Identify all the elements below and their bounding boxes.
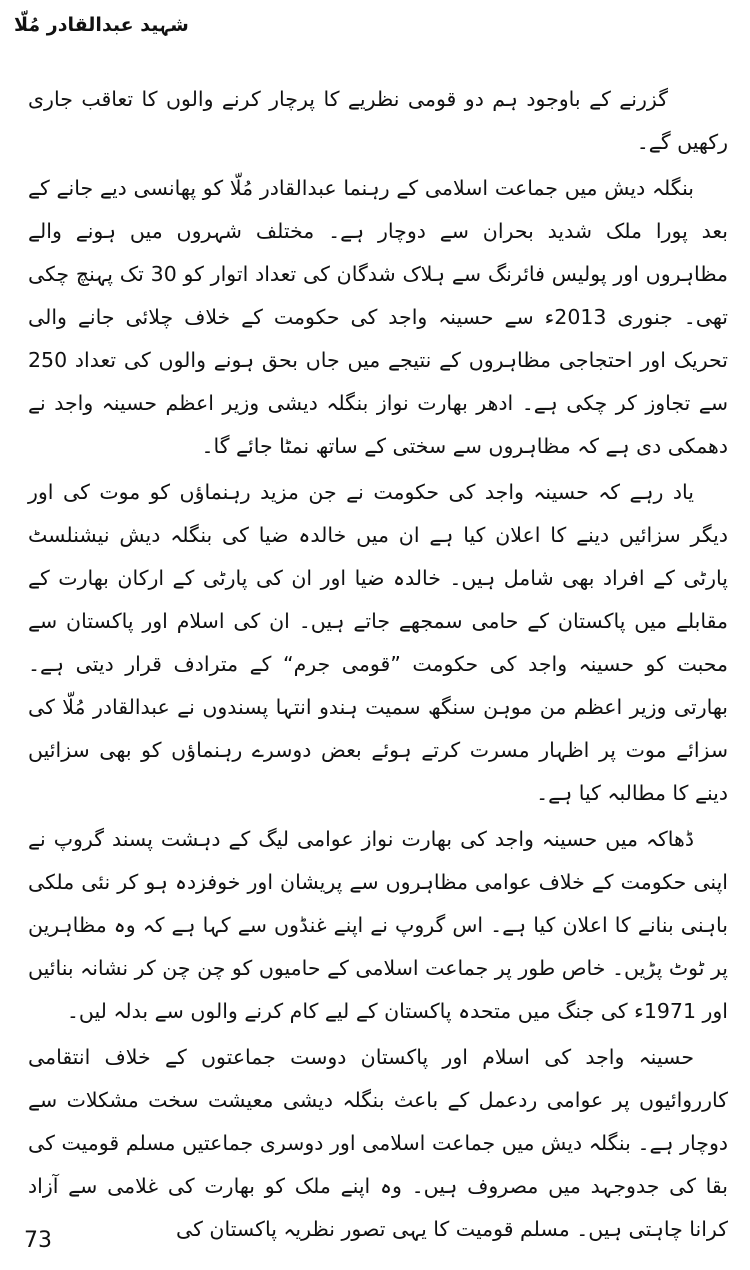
paragraph-5: حسینہ واجد کی اسلام اور پاکستان دوست جماعتوں کے خلاف انتقامی کارروائیوں پر عوامی ردعمل کے باعث بنگلہ دیشی معیشت سخت مشکلات سے دوچار ہے۔ بنگلہ دیش میں جماعت اسلامی اور دوسری جماعتیں مسلم قومیت کی بقا کی جدوجہد میں مصروف ہیں۔ وہ اپنے ملک کو بھارت کی غلامی سے آزاد کرانا چاہتی ہیں۔ مسلم قومیت کا یہی تصور نظریہ پاکستان کی	[28, 1045, 728, 1241]
running-title: شہید عبدالقادر مُلّا	[14, 14, 189, 36]
body-text	[28, 78, 728, 1254]
paragraph-3: یاد رہے کہ حسینہ واجد کی حکومت نے جن مزید رہنماؤں کو موت کی اور دیگر سزائیں دینے کا اعلان کیا ہے ان میں خالدہ ضیا کی بنگلہ دیش نیشنلسٹ پارٹی کے افراد بھی شامل ہیں۔ خالدہ ضیا اور ان کی پارٹی کے ارکان بھارت کے مقابلے میں پاکستان کے حامی سمجھے جاتے ہیں۔ ان کی اسلام اور پاکستان سے محبت کو حسینہ واجد کی حکومت ”قومی جرم“ کے مترادف قرار دیتی ہے۔ بھارتی وزیر اعظم من موہن سنگھ سمیت ہندو انتہا پسندوں نے عبدالقادر مُلّا کی سزائے موت پر اظہار مسرت کرتے ہوئے بعض دوسرے رہنماؤں کو بھی سزائیں دینے کا مطالبہ کیا ہے۔	[28, 480, 728, 805]
paragraph-1: گزرنے کے باوجود ہم دو قومی نظریے کا پرچار کرنے والوں کا تعاقب جاری رکھیں گے۔	[28, 87, 728, 154]
paragraph-2: بنگلہ دیش میں جماعت اسلامی کے رہنما عبدالقادر مُلّا کو پھانسی دیے جانے کے بعد پورا ملک شدید بحران سے دوچار ہے۔ مختلف شہروں میں ہونے والے مظاہروں اور پولیس فائرنگ سے ہلاک شدگان کی تعداد اتوار کو 30 تک پہنچ چکی تھی۔ جنوری 2013ء سے حسینہ واجد کی حکومت کے خلاف چلائی جانے والی تحریک اور احتجاجی مظاہروں کے نتیجے میں جاں بحق ہونے والوں کی تعداد 250 سے تجاوز کر چکی ہے۔ ادھر بھارت نواز بنگلہ دیشی وزیر اعظم حسینہ واجد نے دھمکی دی ہے کہ مظاہروں سے سختی کے ساتھ نمٹا جائے گا۔	[28, 176, 728, 458]
paragraph-4: ڈھاکہ میں حسینہ واجد کی بھارت نواز عوامی لیگ کے دہشت پسند گروپ نے اپنی حکومت کے خلاف عوامی مظاہروں سے پریشان اور خوفزدہ ہو کر نئی ملکی باہنی بنانے کا اعلان کیا ہے۔ اس گروپ نے اپنے غنڈوں سے کہا ہے کہ وہ مظاہرین پر ٹوٹ پڑیں۔ خاص طور پر جماعت اسلامی کے حامیوں کو چن چن کر نشانہ بنائیں اور 1971ء کی جنگ میں متحدہ پاکستان کے لیے کام کرنے والوں سے بدلہ لیں۔	[28, 827, 728, 1023]
page-number: 73	[24, 1228, 52, 1253]
